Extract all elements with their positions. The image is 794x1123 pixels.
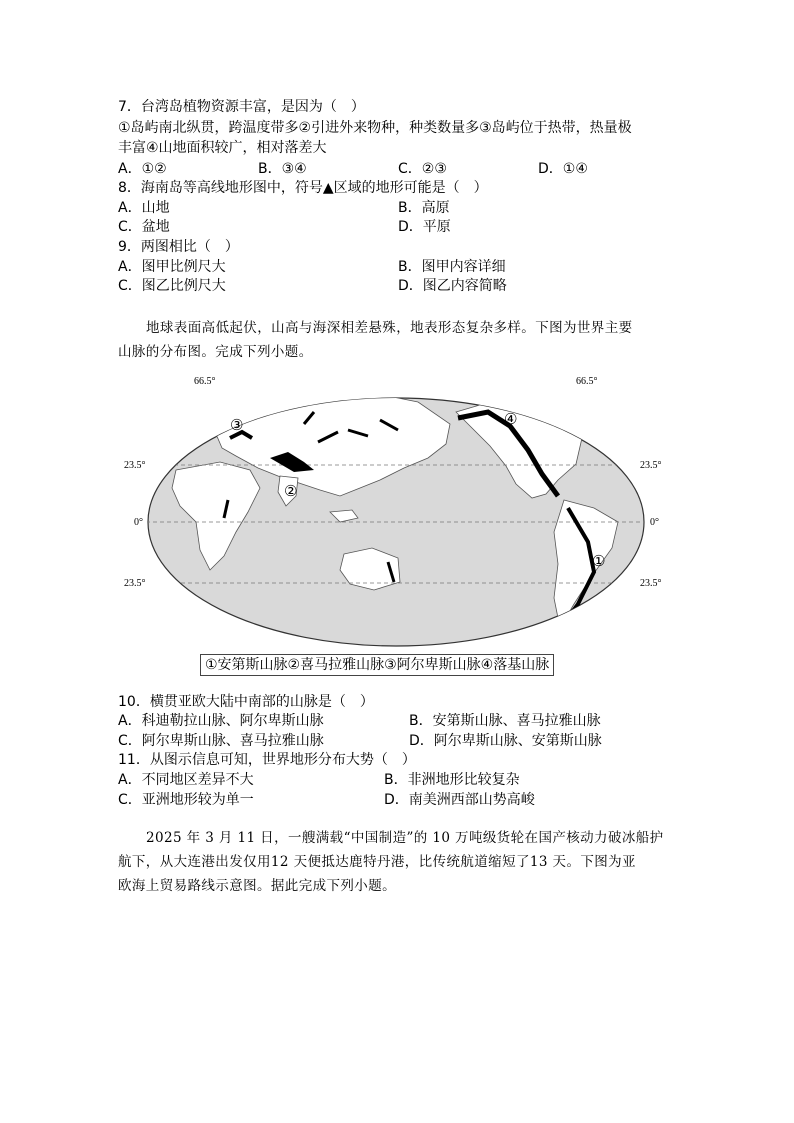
q7-option-a[interactable]: A．①② bbox=[118, 161, 167, 177]
q10-option-a[interactable]: A．科迪勒拉山脉、阿尔卑斯山脉 bbox=[118, 713, 324, 729]
lat-label-23s-left: 23.5° bbox=[124, 578, 146, 589]
lat-label-23s-right: 23.5° bbox=[640, 578, 662, 589]
q11-option-d[interactable]: D．南美洲西部山势高峻 bbox=[384, 792, 535, 808]
q8-stem: 8．海南岛等高线地形图中，符号▲区域的地形可能是（ ） bbox=[118, 180, 488, 196]
q7-option-b[interactable]: B．③④ bbox=[258, 161, 307, 177]
q8-option-b[interactable]: B．高原 bbox=[398, 200, 450, 216]
passage-mountains-line2: 山脉的分布图。完成下列小题。 bbox=[118, 344, 313, 360]
q8-option-a[interactable]: A．山地 bbox=[118, 200, 170, 216]
q10-option-b[interactable]: B．安第斯山脉、喜马拉雅山脉 bbox=[409, 713, 601, 729]
q8-option-d[interactable]: D．平原 bbox=[398, 219, 451, 235]
q11-stem: 11．从图示信息可知，世界地形分布大势（ ） bbox=[118, 752, 416, 768]
q9-option-a[interactable]: A．图甲比例尺大 bbox=[118, 259, 226, 275]
q7-stem: 7．台湾岛植物资源丰富，是因为（ ） bbox=[118, 99, 365, 115]
q9-option-d[interactable]: D．图乙内容简略 bbox=[398, 278, 507, 294]
q10-option-c[interactable]: C．阿尔卑斯山脉、喜马拉雅山脉 bbox=[118, 733, 324, 749]
world-mountains-map bbox=[118, 372, 674, 654]
q9-option-b[interactable]: B．图甲内容详细 bbox=[398, 259, 506, 275]
q7-line1: ①岛屿南北纵贯，跨温度带多②引进外来物种，种类数量多③岛屿位于热带，热量极 bbox=[118, 120, 632, 136]
q11-option-c[interactable]: C．亚洲地形较为单一 bbox=[118, 792, 254, 808]
q9-stem: 9．两图相比（ ） bbox=[118, 239, 239, 255]
q11-option-a[interactable]: A．不同地区差异不大 bbox=[118, 772, 254, 788]
q10-stem: 10．横贯亚欧大陆中南部的山脉是（ ） bbox=[118, 694, 374, 710]
passage-trade-route-line3: 欧海上贸易路线示意图。据此完成下列小题。 bbox=[118, 878, 396, 894]
marker-himalaya: ② bbox=[284, 482, 298, 500]
marker-rocky: ④ bbox=[504, 410, 518, 428]
passage-mountains-line1: 地球表面高低起伏，山高与海深相差悬殊，地表形态复杂多样。下图为世界主要 bbox=[146, 320, 633, 336]
passage-trade-route-line1: 2025 年 3 月 11 日，一艘满载“中国制造”的 10 万吨级货轮在国产核动力破冰船护 bbox=[146, 830, 664, 846]
passage-trade-route-line2: 航下，从大连港出发仅用12 天便抵达鹿特丹港，比传统航道缩短了13 天。下图为亚 bbox=[118, 854, 636, 870]
lat-label-equator-right: 0° bbox=[650, 517, 659, 528]
q11-option-b[interactable]: B．非洲地形比较复杂 bbox=[384, 772, 520, 788]
map-caption: ①安第斯山脉②喜马拉雅山脉③阿尔卑斯山脉④落基山脉 bbox=[200, 654, 554, 676]
q7-option-c[interactable]: C．②③ bbox=[398, 161, 447, 177]
lat-label-23n-right: 23.5° bbox=[640, 460, 662, 471]
marker-alps: ③ bbox=[230, 416, 244, 434]
lat-label-66-right: 66.5° bbox=[576, 376, 598, 387]
lat-label-23n-left: 23.5° bbox=[124, 460, 146, 471]
marker-andes: ① bbox=[592, 552, 606, 570]
q9-option-c[interactable]: C．图乙比例尺大 bbox=[118, 278, 226, 294]
lat-label-66-left: 66.5° bbox=[194, 376, 216, 387]
q8-option-c[interactable]: C．盆地 bbox=[118, 219, 170, 235]
passage-mountains bbox=[118, 316, 678, 364]
passage-trade-route bbox=[118, 826, 678, 898]
q7-option-d[interactable]: D．①④ bbox=[538, 161, 588, 177]
lat-label-equator-left: 0° bbox=[134, 517, 143, 528]
q10-option-d[interactable]: D．阿尔卑斯山脉、安第斯山脉 bbox=[409, 733, 602, 749]
q7-line2: 丰富④山地面积较广，相对落差大 bbox=[118, 140, 327, 156]
